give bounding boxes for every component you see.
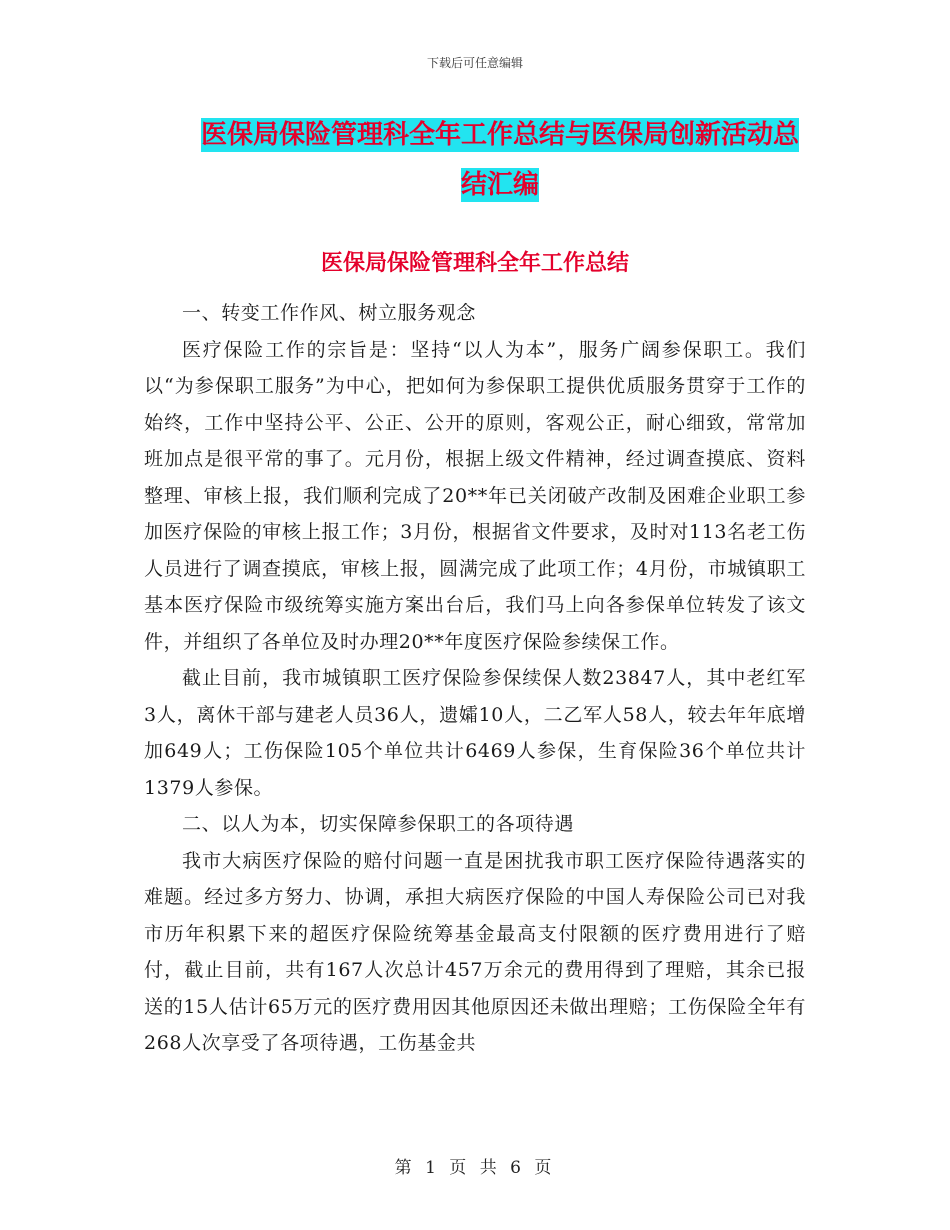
body-paragraph: 截止目前，我市城镇职工医疗保险参保续保人数23847人，其中老红军3人，离休干部与建老人员36人，遗孀10人，二乙军人58人，较去年年底增加649人；工伤保险105个单位共计6469人参保，生育保险36个单位共计1379人参保。 [144,667,806,799]
page-footer: 第 1 页 共 6 页 [394,1158,556,1178]
body-paragraph: 医疗保险工作的宗旨是：坚持“以人为本”，服务广阔参保职工。我们以“为参保职工服务”为中心，把如何为参保职工提供优质服务贯穿于工作的始终，工作中坚持公平、公正、公开的原则，客观公正，耐心细致，常常加班加点是很平常的事了。元月份，根据上级文件精神，经过调查摸底、资料整理、审核上报，我们顺利完成了20**年已关闭破产改制及困难企业职工参加医疗保险的审核上报工作；3月份，根据省文件要求，及时对113名老工伤人员进行了调查摸底，审核上报，圆满完成了此项工作；4月份，市城镇职工基本医疗保险市级统筹实施方案出台后，我们马上向各参保单位转发了该文件，并组织了各单位及时办理20**年度医疗保险参续保工作。 [144,338,806,653]
body-paragraph: 我市大病医疗保险的赔付问题一直是困扰我市职工医疗保险待遇落实的难题。经过多方努力、协调，承担大病医疗保险的中国人寿保险公司已对我市历年积累下来的超医疗保险统筹基金最高支付限额的医疗费用进行了赔付，截止目前，共有167人次总计457万余元的费用得到了理赔，其余已报送的15人估计65万元的医疗费用因其他原因还未做出理赔；工伤保险全年有268人次享受了各项待遇，工伤基金共 [144,849,806,1054]
document-title [130,110,870,210]
title-line-2: 结汇编 [460,170,539,200]
heading-paragraph: 一、转变工作作风、树立服务观念 [182,302,477,324]
title-line-1: 医保局保险管理科全年工作总结与医保局创新活动总 [200,120,799,150]
document-body [144,295,806,1062]
heading-paragraph: 二、以人为本，切实保障参保职工的各项待遇 [182,813,575,835]
section-title: 医保局保险管理科全年工作总结 [320,251,629,276]
header-note: 下载后可任意编辑 [426,56,523,70]
